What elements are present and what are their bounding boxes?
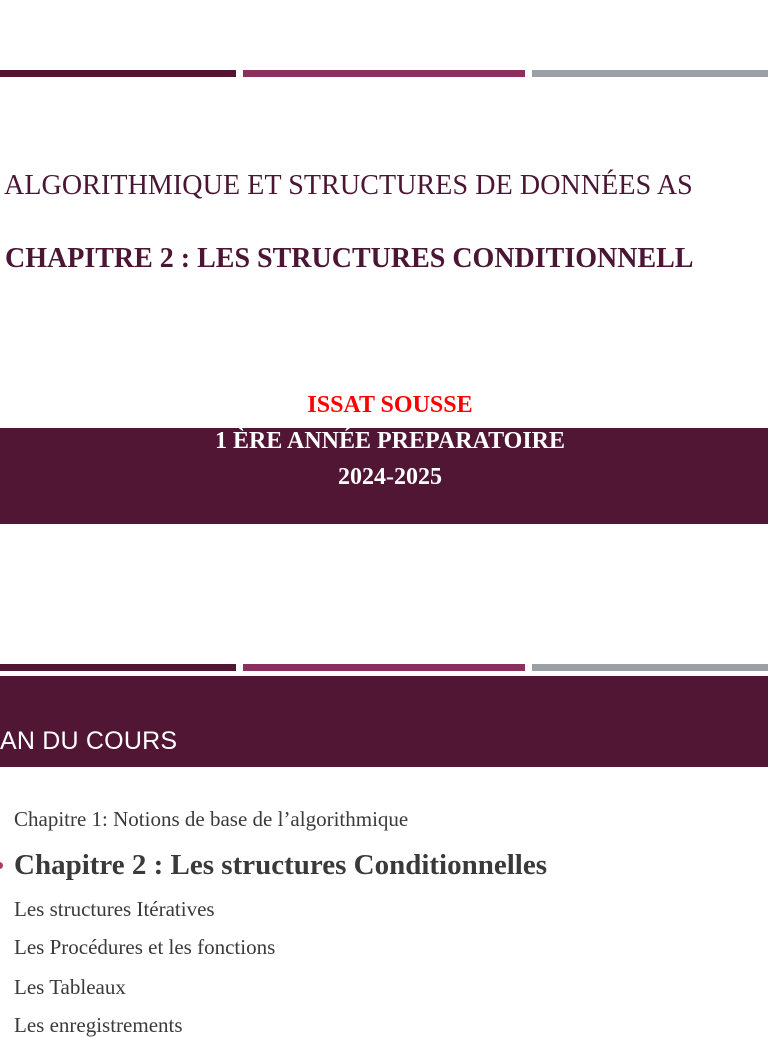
academic-year: 2024-2025 bbox=[338, 464, 442, 490]
toc-item-tableaux: Les Tableaux bbox=[14, 975, 126, 999]
mid-stripe-dark bbox=[0, 664, 236, 671]
year-level: 1 ÈRE ANNÉE PREPARATOIRE bbox=[214, 428, 566, 454]
school-name: ISSAT SOUSSE bbox=[307, 392, 473, 418]
mid-stripe-magenta bbox=[243, 664, 525, 671]
plan-title: AN DU COURS bbox=[0, 727, 178, 755]
toc-item-procedures: Les Procédures et les fonctions bbox=[14, 935, 276, 959]
chapter-title: CHAPITRE 2 : LES STRUCTURES CONDITIONNELL bbox=[5, 243, 694, 274]
toc-item-chapter-1: Chapitre 1: Notions de base de l’algorithmique bbox=[14, 807, 409, 831]
top-stripe-gray bbox=[532, 70, 768, 77]
toc-item-enregistrements: Les enregistrements bbox=[14, 1013, 183, 1037]
course-title: ALGORITHMIQUE ET STRUCTURES DE DONNÉES AS bbox=[4, 170, 693, 201]
top-stripe-dark bbox=[0, 70, 236, 77]
toc-item-iterative: Les structures Itératives bbox=[14, 897, 215, 921]
mid-stripe-gray bbox=[532, 664, 768, 671]
top-stripe-magenta bbox=[243, 70, 525, 77]
toc-item-chapter-2-current: Chapitre 2 : Les structures Conditionnelles bbox=[14, 849, 548, 881]
current-chapter-bullet-icon bbox=[0, 862, 3, 869]
